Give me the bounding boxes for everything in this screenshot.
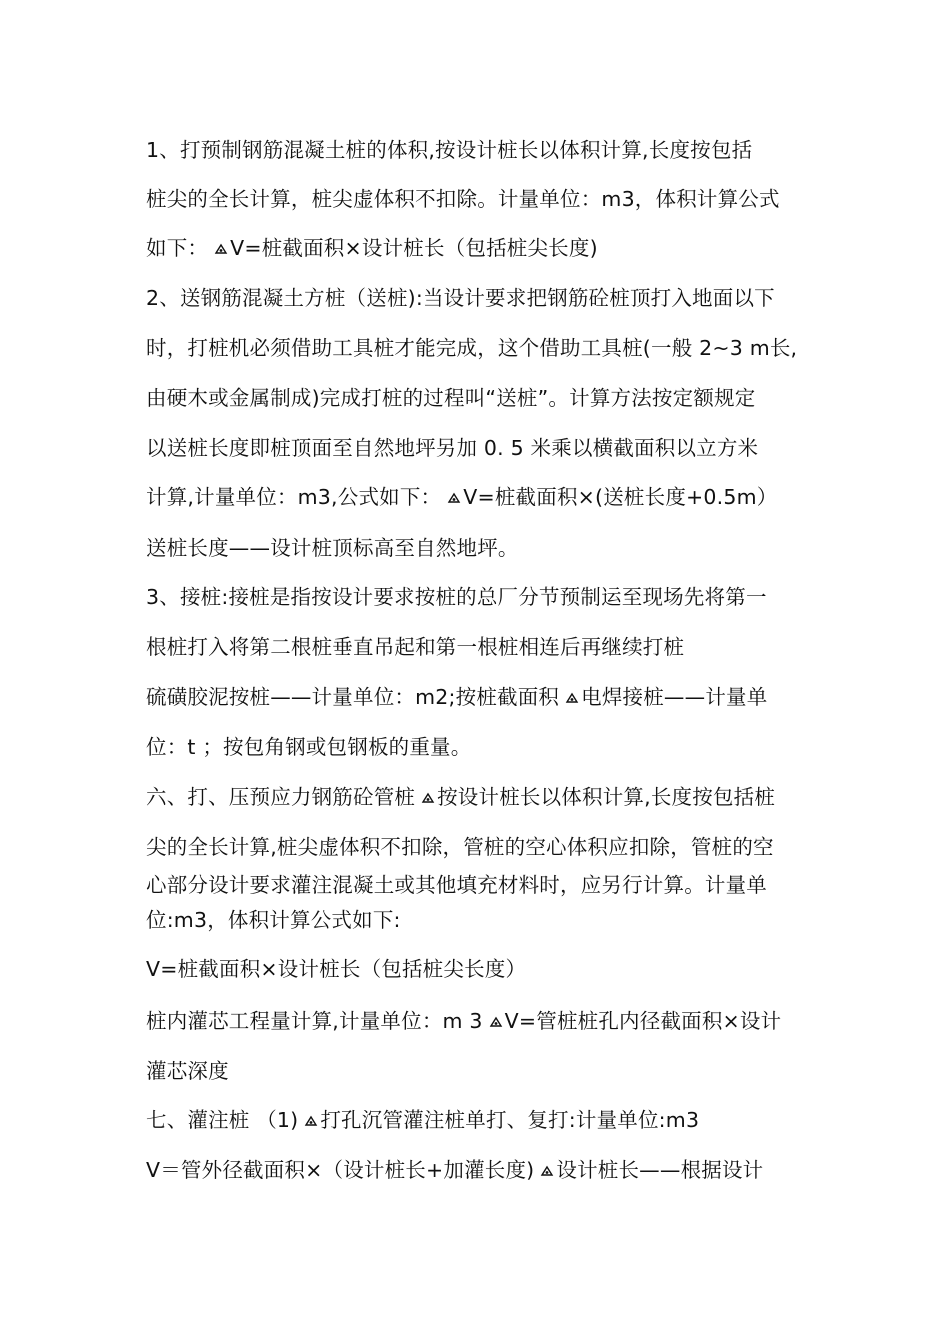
text-line — [146, 872, 816, 898]
text-segment: V=桩截面积×设计桩长（包括桩尖长度） — [146, 957, 527, 981]
text-segment: 电焊接桩——计量单 — [581, 685, 768, 709]
text-line — [146, 435, 816, 461]
text-segment: 七、灌注桩 （1) — [146, 1108, 299, 1132]
text-segment: 位:m3，体积计算公式如下: — [146, 908, 401, 932]
bullet-mark-icon — [214, 242, 228, 256]
text-line — [146, 235, 816, 261]
bullet-mark-icon — [565, 691, 579, 705]
text-segment: 送桩长度——设计桩顶标高至自然地坪。 — [146, 536, 519, 560]
text-segment: 硫磺胶泥按桩——计量单位：m2;按桩截面积 — [146, 685, 560, 709]
text-line — [146, 535, 816, 561]
text-segment: 灌芯深度 — [146, 1059, 229, 1083]
text-line — [146, 285, 816, 311]
text-segment: 打孔沉管灌注桩单打、复打:计量单位:m3 — [320, 1108, 700, 1132]
text-segment: V=桩截面积×(送桩长度+0.5m） — [463, 485, 778, 509]
text-line — [146, 484, 816, 510]
text-segment: 按设计桩长以体积计算,长度按包括桩 — [437, 785, 776, 809]
text-line — [146, 684, 816, 710]
text-segment: 以送桩长度即桩顶面至自然地坪另加 0. 5 米乘以横截面积以立方米 — [146, 436, 759, 460]
text-segment: 设计桩长——根据设计 — [556, 1158, 764, 1182]
bullet-mark-icon — [304, 1114, 318, 1128]
text-line — [146, 1008, 816, 1034]
text-segment: 心部分设计要求灌注混凝土或其他填充材料时，应另行计算。计量单 — [146, 873, 767, 897]
text-segment: 1、打预制钢筋混凝土桩的体积,按设计桩长以体积计算,长度按包括 — [146, 138, 753, 162]
text-segment: 位：t ；按包角钢或包钢板的重量。 — [146, 735, 472, 759]
text-segment: V=桩截面积×设计桩长（包括桩尖长度) — [230, 236, 598, 260]
text-segment: 计算,计量单位：m3,公式如下： — [146, 485, 442, 509]
text-line — [146, 137, 816, 163]
text-line — [146, 584, 816, 610]
text-segment: V=管桩桩孔内径截面积×设计 — [504, 1009, 782, 1033]
text-segment: 尖的全长计算,桩尖虚体积不扣除，管桩的空心体积应扣除，管桩的空 — [146, 835, 774, 859]
bullet-mark-icon — [421, 791, 435, 805]
bullet-mark-icon — [489, 1015, 503, 1029]
text-line — [146, 784, 816, 810]
bullet-mark-icon — [540, 1164, 554, 1178]
text-segment: V＝管外径截面积×（设计桩长+加灌长度) — [146, 1158, 535, 1182]
text-line — [146, 1107, 816, 1133]
text-segment: 桩尖的全长计算，桩尖虚体积不扣除。计量单位：m3，体积计算公式 — [146, 187, 780, 211]
text-line — [146, 956, 816, 982]
text-segment: 桩内灌芯工程量计算,计量单位：m 3 — [146, 1009, 483, 1033]
text-segment: 2、送钢筋混凝土方桩（送桩):当设计要求把钢筋砼桩顶打入地面以下 — [146, 286, 775, 310]
text-line — [146, 186, 816, 212]
text-segment: 时，打桩机必须借助工具桩才能完成，这个借助工具桩(一般 2~3 m长, — [146, 336, 798, 360]
text-line — [146, 734, 816, 760]
text-line — [146, 1058, 816, 1084]
text-line — [146, 335, 816, 361]
text-line — [146, 1157, 816, 1183]
text-line — [146, 907, 816, 933]
text-segment: 由硬木或金属制成)完成打桩的过程叫“送桩”。计算方法按定额规定 — [146, 386, 756, 410]
text-segment: 六、打、压预应力钢筋砼管桩 — [146, 785, 416, 809]
text-line — [146, 634, 816, 660]
text-line — [146, 385, 816, 411]
text-segment: 3、接桩:接桩是指按设计要求按桩的总厂分节预制运至现场先将第一 — [146, 585, 767, 609]
bullet-mark-icon — [447, 491, 461, 505]
text-segment: 根桩打入将第二根桩垂直吊起和第一根桩相连后再继续打桩 — [146, 635, 685, 659]
text-line — [146, 834, 816, 860]
text-segment: 如下： — [146, 236, 209, 260]
